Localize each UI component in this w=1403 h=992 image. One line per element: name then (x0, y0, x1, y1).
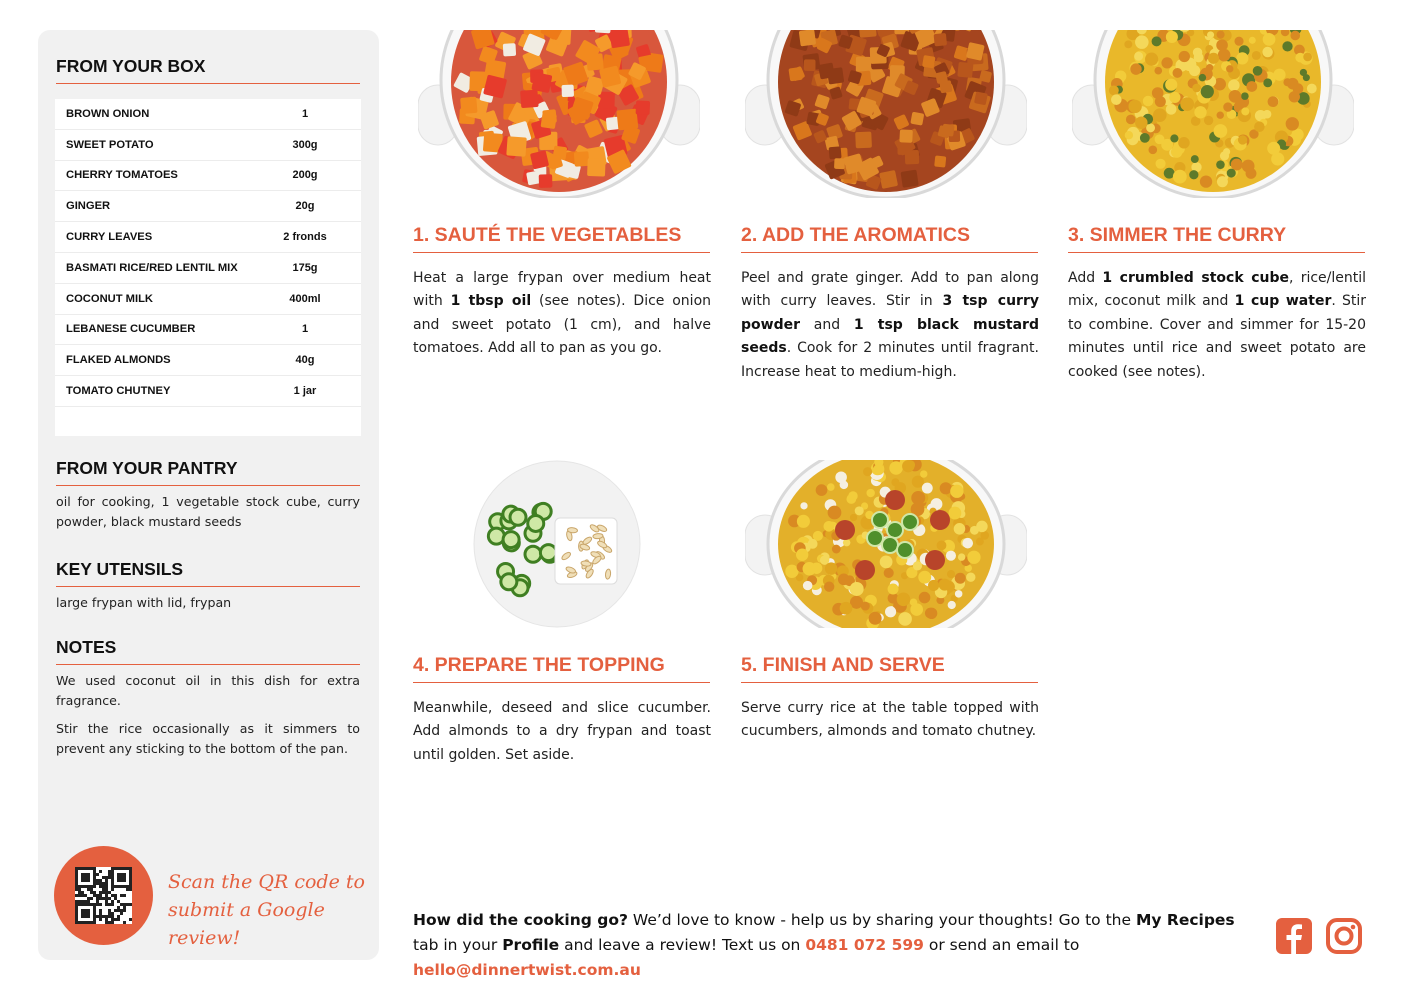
step-text-part: Meanwhile, deseed and slice cucumber. Add almonds to a dry frypan and toast until golden. Set aside. (413, 700, 711, 763)
box-item-qty: 200g (292, 169, 318, 182)
step-text-part: Heat a large frypan over medium heat with (413, 270, 711, 310)
note-1: We used coconut oil in this dish for extra fragrance. (56, 673, 360, 708)
footer-text-2: tab in your (413, 936, 503, 954)
footer-text-1: We’d love to know - help us by sharing your thoughts! Go to the (627, 911, 1136, 929)
step-1-text (413, 267, 711, 361)
box-item-row (55, 99, 361, 130)
notes-heading: NOTES (56, 637, 360, 665)
box-item-row (55, 376, 361, 407)
step-1-title: 1. SAUTÉ THE VEGETABLES (413, 224, 710, 253)
step-text-bold: 3 tsp curry powder (741, 293, 1039, 333)
box-ingredients-table (55, 99, 361, 436)
box-item-row (55, 130, 361, 161)
step-4-photo (470, 458, 645, 630)
qr-caption-line-1: Scan the QR code to (168, 871, 365, 893)
step-text-part: and (800, 316, 854, 333)
qr-caption-line-2: submit a Google review! (168, 899, 325, 949)
step-4-text (413, 697, 711, 767)
feedback-footer (413, 908, 1263, 983)
box-item-name: FLAKED ALMONDS (66, 354, 171, 367)
pantry-text: oil for cooking, 1 vegetable stock cube, curry powder, black mustard seeds (56, 494, 360, 529)
box-item-row (55, 345, 361, 376)
step-4-title: 4. PREPARE THE TOPPING (413, 654, 710, 683)
step-text-part: Add (1068, 270, 1103, 286)
step-text-bold: 1 tsp black mustard seeds (741, 316, 1039, 357)
step-3-title: 3. SIMMER THE CURRY (1068, 224, 1365, 253)
my-recipes-link[interactable]: My Recipes (1135, 911, 1235, 929)
box-item-qty: 20g (295, 200, 315, 213)
box-item-name: CHERRY TOMATOES (66, 169, 178, 182)
step-text-bold: 1 crumbled stock cube (1102, 270, 1290, 286)
footer-question: How did the cooking go? (413, 911, 628, 929)
step-text-bold: 1 cup water (1234, 293, 1332, 310)
step-text-part: . Stir to combine. Cover and simmer for 15-20 minutes until rice and sweet potato are cooked (see notes). (1068, 293, 1366, 380)
note-2: Stir the rice occasionally as it simmers to prevent any sticking to the bottom of the pan. (56, 721, 360, 756)
step-5-title: 5. FINISH AND SERVE (741, 654, 1038, 683)
step-3-photo (1072, 30, 1354, 198)
box-item-qty: 300g (292, 138, 318, 151)
box-item-name: GINGER (66, 200, 111, 213)
phone-link[interactable]: 0481 072 599 (805, 936, 924, 954)
step-5-text (741, 697, 1039, 744)
step-1-photo (418, 30, 700, 198)
footer-text-3: and leave a review! Text us on (559, 936, 806, 954)
box-item-name: CURRY LEAVES (66, 231, 153, 244)
step-text-part: Peel and grate ginger. Add to pan along with curry leaves. Stir in (741, 270, 1039, 310)
box-item-name: TOMATO CHUTNEY (66, 385, 171, 398)
box-item-qty: 1 (301, 323, 309, 336)
step-text-bold: 1 tbsp oil (450, 293, 532, 310)
box-item-row (55, 253, 361, 284)
box-item-row (55, 191, 361, 222)
box-item-name: COCONUT MILK (66, 292, 154, 305)
box-item-row (55, 161, 361, 192)
step-2-text (741, 267, 1039, 384)
email-link[interactable]: hello@dinnertwist.com.au (413, 961, 641, 979)
step-3-text (1068, 267, 1366, 384)
box-item-name: BROWN ONION (66, 107, 150, 120)
qr-caption (168, 868, 368, 952)
box-item-qty: 40g (295, 354, 315, 367)
step-2-photo (745, 30, 1027, 198)
box-item-name: SWEET POTATO (66, 138, 154, 151)
from-your-pantry-heading: FROM YOUR PANTRY (56, 458, 360, 486)
profile-link[interactable]: Profile (502, 936, 560, 954)
box-item-row (55, 284, 361, 315)
from-your-box-heading: FROM YOUR BOX (56, 56, 360, 84)
box-item-row (55, 315, 361, 346)
instagram-icon[interactable] (1325, 917, 1363, 955)
step-text-part: . Cook for 2 minutes until fragrant. Increase heat to medium-high. (741, 340, 1039, 380)
box-item-row (55, 222, 361, 253)
sidebar (38, 30, 379, 960)
qr-code-badge[interactable] (54, 846, 153, 945)
step-text-part: (see notes). Dice onion and sweet potato (1 cm), and halve tomatoes. Add all to pan as you go. (413, 293, 712, 357)
step-5-photo (745, 460, 1027, 628)
step-text-part: Serve curry rice at the table topped with cucumbers, almonds and tomato chutney. (741, 700, 1039, 740)
utensils-text: large frypan with lid, frypan (56, 595, 232, 610)
step-text-part: , rice/lentil mix, coconut milk and (1068, 270, 1367, 310)
box-item-qty: 2 fronds (283, 231, 327, 244)
box-item-name: LEBANESE CUCUMBER (66, 323, 196, 336)
box-item-name: BASMATI RICE/RED LENTIL MIX (66, 261, 238, 274)
box-item-qty: 1 (301, 107, 309, 120)
qr-code[interactable] (75, 867, 132, 924)
box-item-qty: 1 jar (293, 385, 317, 398)
facebook-icon[interactable] (1275, 917, 1313, 955)
box-item-qty: 400ml (289, 292, 321, 305)
footer-text-4: or send an email to (923, 936, 1080, 954)
step-2-title: 2. ADD THE AROMATICS (741, 224, 1038, 253)
box-item-qty: 175g (292, 261, 318, 274)
key-utensils-heading: KEY UTENSILS (56, 559, 360, 587)
